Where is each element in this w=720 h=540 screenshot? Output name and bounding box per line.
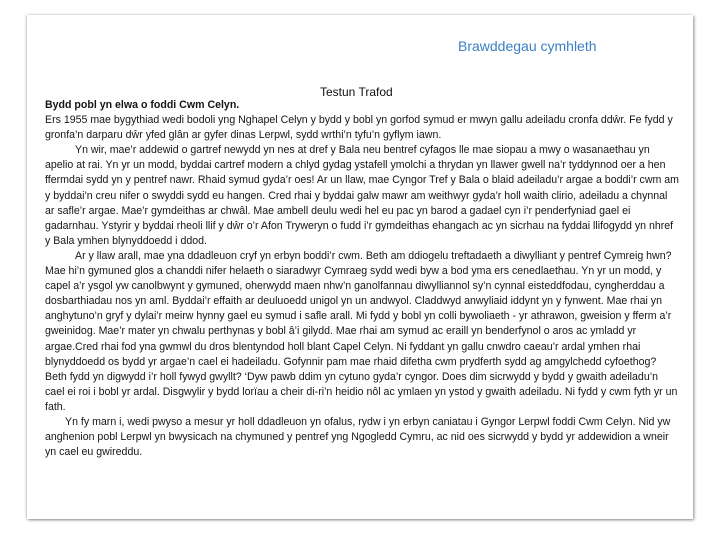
- slide-title: Brawddegau cymhleth: [458, 38, 597, 54]
- paragraph-conclusion: Yn fy marn i, wedi pwyso a mesur yr holl ddadleuon yn ofalus, rydw i yn erbyn caniatau i Gyngor Lerpwl foddi Cwm Celyn. Nid yw anghenion pobl Lerpwl yn bwysicach na chymuned y pentref yng Ngogledd Cymru, ac nid oes sicrwydd y bydd yr addewidion a wneir yn cael eu gwireddu.: [45, 415, 671, 459]
- paragraph-for: Yn wir, mae’r addewid o gartref newydd yn nes at dref y Bala neu bentref cyfagos lle mae siopau a mwy o wasanaethau yn apelio at rai. Yn yr un modd, byddai cartref modern a chlyd gydag ystafell ymolchi a thrydan yn llawer gwell na’r tyddynnod oer a hen ffermdai sydd yn y pentref nawr. Rhaid symud gyda’r oes! Ar un llaw, mae Cyngor Tref y Bala o blaid adeiladu’r argae a boddi’r cwm am y byddai’n creu nifer o swyddi sydd eu hangen. Cred rhai y byddai galw mawr am weithwyr gyda’r holl waith clirio, adeiladu a chynnal ar safle’r argae. Mae’r gymdeithas ar chwâl. Mae ambell deulu wedi hel eu pac yn barod a gadael cyn i’r penderfyniad gael ei gadarnhau. Ystyrir y byddai rheoli llif y dŵr o’r Afon Tryweryn o fudd i’r gymdeithas ehangach ac yn sicrhau na fyddai llifogydd yn nhref y Bala ymhen blynyddoedd i ddod.: [45, 144, 679, 247]
- document-body: [45, 98, 679, 460]
- paragraph-intro: Ers 1955 mae bygythiad wedi bodoli yng Nghapel Celyn y bydd y bobl yn gorfod symud er mwyn gallu adeiladu cronfa ddŵr. Fe fydd y gronfa’n darparu dŵr yfed glân ar gyfer dinas Lerpwl, sydd wrthi’n tyfu’n gyflym iawn.: [45, 114, 673, 142]
- document-heading: Bydd pobl yn elwa o foddi Cwm Celyn.: [45, 99, 240, 111]
- paragraph-against: Ar y llaw arall, mae yna ddadleuon cryf yn erbyn boddi’r cwm. Beth am ddiogelu treftadaeth a diwylliant y pentref Cymreig hwn? Mae hi’n gymuned glos a chanddi nifer helaeth o siaradwyr Cymraeg sydd wedi byw a bod yma ers cenedlaethau. Yn yr un modd, y capel a’r ysgol yw canolbwynt y gymuned, oherwydd maen nhw’n ganolfannau diwylliannol sy’n cynnal eisteddfodau, cyngherddau a dosbarthiadau nos yn aml. Byddai’r effaith ar deuluoedd unigol yn un andwyol. Claddwyd anwyliaid iddynt yn y fynwent. Mae rhai yn anghytuno’n gryf y dylai’r meirw hynny gael eu symud i safle arall. Mi fydd y bobl yn colli bywoliaeth - yr athrawon, gweision y fferm a’r gweinidog. Mae’r mater yn chwalu perthynas y bobl â’i gilydd. Mae rhai am symud ac eraill yn benderfynol o aros ac ymladd yr argae.Cred rhai fod yna gwmwl du dros blentyndod holl blant Capel Celyn. Ni fyddant yn gallu cnwdro caeau’r ardal ymhen rhai blynyddoedd os bydd yr argae’n cael ei hadeiladu. Gofynnir pam mae rhaid difetha cwm prydferth sydd ag amgylchedd cyfoethog? Beth fydd yn digwydd i’r holl fywyd gwyllt? ‘Dyw pawb ddim yn cytuno gyda’r cyngor. Does dim sicrwydd y bydd y gwaith adeiladu’n cael ei roi i bobl yr ardal. Disgwylir y bydd lorïau a cheir di-ri’n heidio nôl ac ymlaen yn ystod y gwaith adeiladu. Ni fydd y cwm fyth yr un fath.: [45, 249, 678, 413]
- document-subtitle: Testun Trafod: [320, 85, 393, 99]
